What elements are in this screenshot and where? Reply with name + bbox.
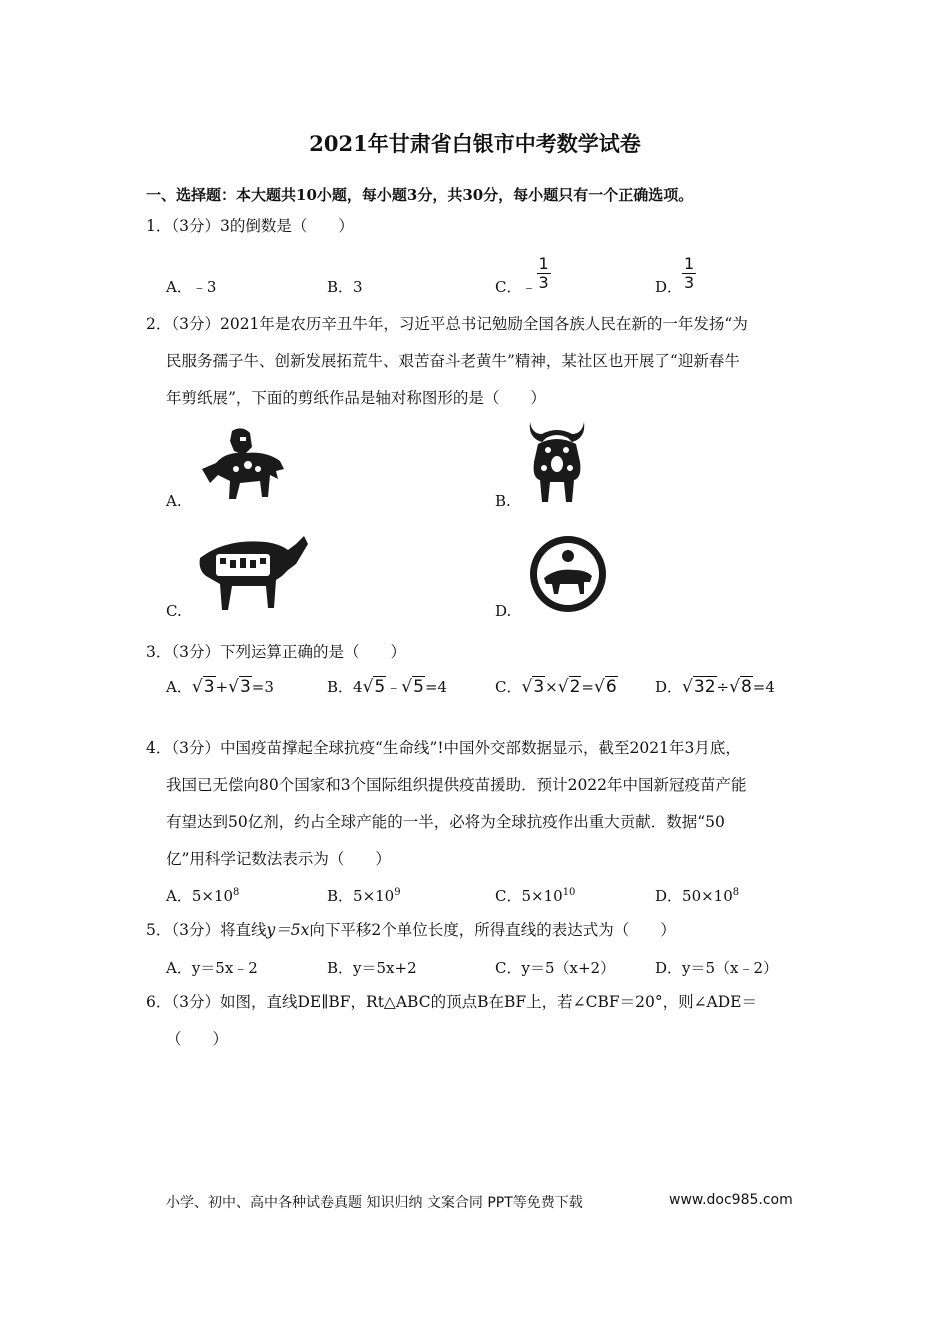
radicand: 5 <box>374 677 386 697</box>
option-exponent: 8 <box>732 887 740 898</box>
question-3-option-a <box>166 676 274 697</box>
question-3-option-b <box>327 676 447 697</box>
question-2-line-2: 民服务孺子牛、创新发展拓荒牛、艰苦奋斗老黄牛”精神，某社区也开展了“迎新春牛 <box>166 352 740 370</box>
question-3-option-c <box>495 676 618 697</box>
sqrt-expression: √5 <box>362 677 386 697</box>
question-2-line-3: 年剪纸展”，下面的剪纸作品是轴对称图形的是（ ） <box>166 389 546 407</box>
option-prefix: C． <box>495 678 522 696</box>
option-base: B．5×10 <box>327 887 395 905</box>
question-6-line-2: （ ） <box>166 1030 229 1048</box>
sqrt-expression: √8 <box>729 677 752 697</box>
question-5-option-d: D．y＝5（x﹣2） <box>655 959 779 977</box>
question-2-option-a-label: A. <box>166 492 182 510</box>
question-1-stem: 1．（3分）3的倒数是（ ） <box>146 217 354 235</box>
fraction <box>537 255 551 292</box>
option-prefix: D． <box>655 678 683 696</box>
question-1-option-d <box>655 250 696 297</box>
question-5-option-c: C．y＝5（x+2） <box>495 959 616 977</box>
question-4-line-1: 4．（3分）中国疫苗撑起全球抗疫“生命线”!中国外交部数据显示，截至2021年3月底， <box>146 739 741 757</box>
option-base: C．5×10 <box>495 887 563 905</box>
question-4-line-3: 有望达到50亿剂，约占全球产能的一半，必将为全球抗疫作出重大贡献．数据“50 <box>166 813 725 831</box>
radicand: 8 <box>740 677 752 697</box>
result: =3 <box>251 678 274 696</box>
sqrt-expression: √5 <box>401 677 424 697</box>
question-4-option-d <box>655 885 739 906</box>
operator: × <box>545 678 558 696</box>
sqrt-expression: √2 <box>557 677 581 697</box>
footer-website: www.doc985.com <box>669 1192 793 1208</box>
option-base: D．50×10 <box>655 887 733 905</box>
question-3-stem: 3．（3分）下列运算正确的是（ ） <box>146 643 406 661</box>
radicand: 2 <box>569 677 581 697</box>
section-heading: 一、选择题：本大题共10小题，每小题3分，共30分，每小题只有一个正确选项。 <box>146 186 694 204</box>
question-4-option-c <box>495 885 575 906</box>
question-5-option-a: A．y＝5x﹣2 <box>166 959 258 977</box>
ox-papercut-a-image <box>196 423 288 503</box>
question-5-stem <box>146 912 676 949</box>
option-exponent: 10 <box>562 887 576 898</box>
fraction <box>682 255 696 292</box>
ox-papercut-d-image <box>528 534 608 614</box>
stem-prefix: 5．（3分）将直线 <box>146 921 267 939</box>
fraction-denominator: 3 <box>538 273 549 292</box>
sqrt-expression: √6 <box>593 677 617 697</box>
question-4-option-b <box>327 885 401 906</box>
equals: = <box>581 678 594 696</box>
fraction-numerator: 1 <box>538 254 549 273</box>
radicand: 3 <box>239 677 251 697</box>
sqrt-expression: √3 <box>228 677 251 697</box>
stem-suffix: 向下平移2个单位长度，所得直线的表达式为（ ） <box>309 921 676 939</box>
result: =4 <box>752 678 775 696</box>
question-6-line-1: 6．（3分）如图，直线DE∥BF，Rt△ABC的顶点B在BF上，若∠CBF＝20°，则∠ADE＝ <box>146 993 757 1011</box>
question-2-line-1: 2．（3分）2021年是农历辛丑牛年，习近平总书记勉励全国各族人民在新的一年发扬“为 <box>146 315 748 333</box>
sqrt-expression: √3 <box>191 677 215 697</box>
option-d-prefix: D． <box>655 278 683 296</box>
question-3-option-d <box>655 676 775 697</box>
stem-equation: y＝5x <box>266 921 310 939</box>
option-prefix: A． <box>166 678 192 696</box>
sqrt-expression: √32 <box>682 677 716 697</box>
option-c-sign: ﹣ <box>521 278 537 296</box>
question-2-option-c-label: C. <box>166 602 182 620</box>
result: =4 <box>424 678 448 696</box>
ox-papercut-c-image <box>196 530 312 612</box>
question-2-option-d-label: D. <box>495 602 512 620</box>
radicand: 3 <box>203 677 215 697</box>
ox-papercut-b-image <box>524 418 590 504</box>
operator: + <box>215 678 229 696</box>
footer-ad-text: 小学、初中、高中各种试卷真题 知识归纳 文案合同 PPT等免费下载 <box>166 1195 583 1211</box>
question-4-line-4: 亿”用科学记数法表示为（ ） <box>166 850 391 868</box>
radicand: 5 <box>413 677 424 697</box>
question-1-option-c <box>495 250 551 297</box>
operator: ÷ <box>716 678 730 696</box>
page-title: 2021年甘肃省白银市中考数学试卷 <box>309 131 641 156</box>
option-exponent: 8 <box>233 887 240 898</box>
question-2-option-b-label: B. <box>495 492 511 510</box>
radicand: 3 <box>533 677 545 697</box>
sqrt-expression: √3 <box>521 677 545 697</box>
question-1-option-a: A．﹣3 <box>166 278 217 296</box>
fraction-numerator: 1 <box>684 254 695 273</box>
question-5-option-b: B．y＝5x+2 <box>327 959 417 977</box>
question-4-option-a <box>166 885 239 906</box>
option-exponent: 9 <box>394 887 401 898</box>
option-c-prefix: C． <box>495 278 522 296</box>
radicand: 32 <box>693 677 716 697</box>
question-4-line-2: 我国已无偿向80个国家和3个国际组织提供疫苗援助．预计2022年中国新冠疫苗产能 <box>166 776 747 794</box>
option-base: A．5×10 <box>166 887 234 905</box>
question-1-option-b: B．3 <box>327 278 363 296</box>
radicand: 6 <box>605 677 617 697</box>
option-prefix: B．4 <box>327 678 363 696</box>
operator: ﹣ <box>386 678 402 696</box>
fraction-denominator: 3 <box>684 273 695 292</box>
